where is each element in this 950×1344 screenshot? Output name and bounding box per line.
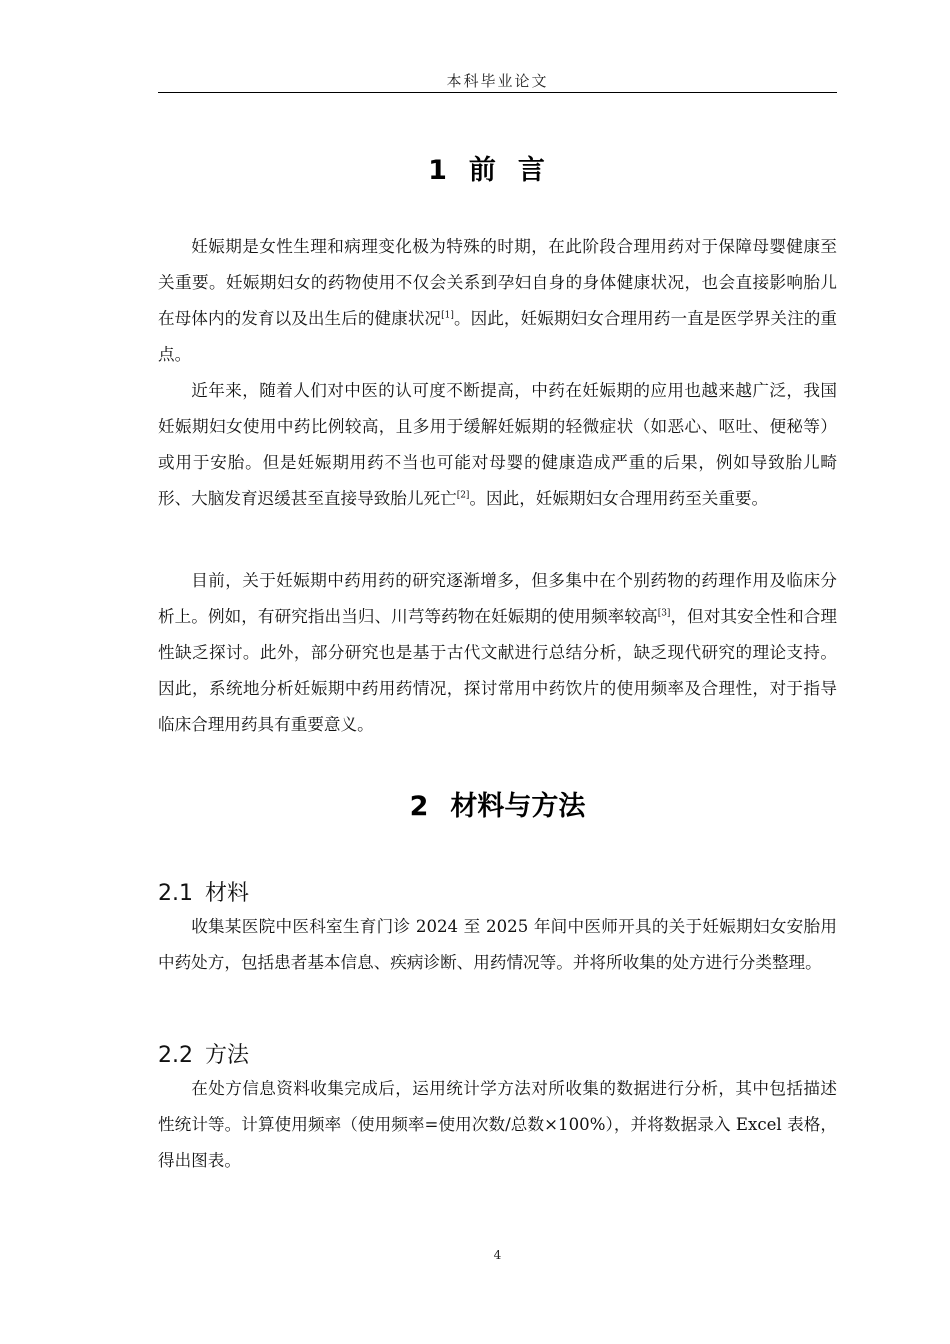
header-rule <box>158 92 837 93</box>
chapter-1-title: 前言 <box>468 155 567 186</box>
chapter-1-heading <box>158 148 837 187</box>
citation-ref: [2] <box>456 490 470 501</box>
section-2-2-paragraph: 在处方信息资料收集完成后，运用统计学方法对所收集的数据进行分析，其中包括描述性统计等。计算使用频率（使用频率=使用次数/总数×100%），并将数据录入 Excel 表格，得出图表。 <box>158 1079 837 1170</box>
section-2-2-number: 2.2 <box>158 1043 193 1068</box>
chapter-2-heading <box>158 784 837 823</box>
chapter-2-number: 2 <box>409 791 429 822</box>
section-2-2-heading <box>158 1038 249 1069</box>
citation-ref: [1] <box>441 310 454 321</box>
chapter-1-paragraph-2: 近年来，随着人们对中医的认可度不断提高，中药在妊娠期的应用也越来越广泛，我国妊娠期妇女使用中药比例较高，且多用于缓解妊娠期的轻微症状（如恶心、呕吐、便秘等）或用于安胎。但是妊娠期用药不当也可能对母婴的健康造成严重的后果，例如导致胎儿畸形、大脑发育迟缓甚至直接导致胎儿死亡[2]。因此，妊娠期妇女合理用药至关重要。 <box>158 381 837 508</box>
chapter-1-number: 1 <box>428 155 447 186</box>
section-2-2-title: 方法 <box>205 1043 250 1068</box>
section-2-1-number: 2.1 <box>158 881 193 906</box>
section-2-1-heading <box>158 876 249 907</box>
chapter-1-paragraph-3: 目前，关于妊娠期中药用药的研究逐渐增多，但多集中在个别药物的药理作用及临床分析上。例如，有研究指出当归、川芎等药物在妊娠期的使用频率较高[3]，但对其安全性和合理性缺乏探讨。此外，部分研究也是基于古代文献进行总结分析，缺乏现代研究的理论支持。因此，系统地分析妊娠期中药用药情况，探讨常用中药饮片的使用频率及合理性，对于指导临床合理用药具有重要意义。 <box>158 571 837 734</box>
section-2-1-paragraph: 收集某医院中医科室生育门诊 2024 至 2025 年间中医师开具的关于妊娠期妇女安胎用中药处方，包括患者基本信息、疾病诊断、用药情况等。并将所收集的处方进行分类整理。 <box>158 917 837 972</box>
page-number: 4 <box>493 1248 502 1262</box>
running-header: 本科毕业论文 <box>446 72 549 90</box>
chapter-2-title: 材料与方法 <box>450 791 586 822</box>
chapter-1-paragraph-1: 妊娠期是女性生理和病理变化极为特殊的时期，在此阶段合理用药对于保障母婴健康至关重要。妊娠期妇女的药物使用不仅会关系到孕妇自身的身体健康状况，也会直接影响胎儿在母体内的发育以及出生后的健康状况[1]。因此，妊娠期妇女合理用药一直是医学界关注的重点。 <box>158 237 837 364</box>
section-2-1-title: 材料 <box>205 881 250 906</box>
citation-ref: [3] <box>657 608 671 619</box>
